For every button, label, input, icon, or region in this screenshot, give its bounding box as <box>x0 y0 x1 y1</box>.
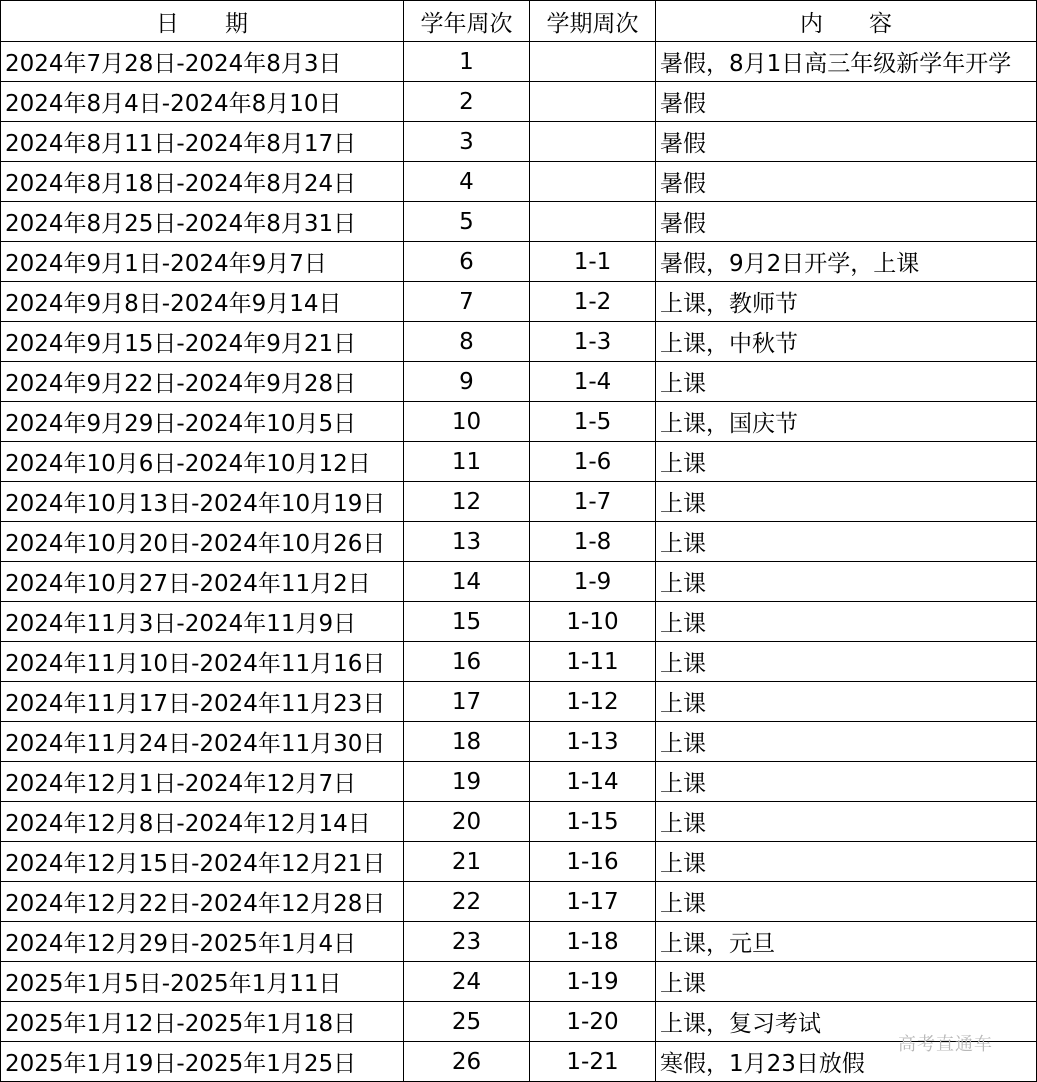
table-row <box>1 282 1037 322</box>
content-cell: 暑假，9月2日开学，上课 <box>656 242 1037 282</box>
year-week-cell: 11 <box>404 442 530 482</box>
date-cell: 2024年7月28日-2024年8月3日 <box>1 42 404 82</box>
date-cell: 2024年10月6日-2024年10月12日 <box>1 442 404 482</box>
year-week-cell: 4 <box>404 162 530 202</box>
table-row <box>1 1042 1037 1082</box>
content-cell: 上课 <box>656 562 1037 602</box>
table-row <box>1 642 1037 682</box>
year-week-cell: 9 <box>404 362 530 402</box>
content-cell: 暑假 <box>656 202 1037 242</box>
content-cell: 上课 <box>656 762 1037 802</box>
date-cell: 2025年1月12日-2025年1月18日 <box>1 1002 404 1042</box>
year-week-cell: 18 <box>404 722 530 762</box>
year-week-cell: 12 <box>404 482 530 522</box>
content-cell: 暑假 <box>656 162 1037 202</box>
term-week-cell <box>530 162 656 202</box>
table-row <box>1 722 1037 762</box>
content-cell: 上课 <box>656 442 1037 482</box>
year-week-cell: 16 <box>404 642 530 682</box>
year-week-cell: 25 <box>404 1002 530 1042</box>
year-week-cell: 20 <box>404 802 530 842</box>
header-date: 日 期 <box>1 1 404 42</box>
table-row <box>1 362 1037 402</box>
term-week-cell: 1-11 <box>530 642 656 682</box>
content-cell: 上课 <box>656 522 1037 562</box>
term-week-cell <box>530 122 656 162</box>
year-week-cell: 22 <box>404 882 530 922</box>
term-week-cell <box>530 42 656 82</box>
header-year-week: 学年周次 <box>404 1 530 42</box>
date-cell: 2024年11月17日-2024年11月23日 <box>1 682 404 722</box>
year-week-cell: 14 <box>404 562 530 602</box>
content-cell: 上课 <box>656 602 1037 642</box>
table-row <box>1 962 1037 1002</box>
year-week-cell: 1 <box>404 42 530 82</box>
table-row <box>1 402 1037 442</box>
year-week-cell: 21 <box>404 842 530 882</box>
date-cell: 2024年8月18日-2024年8月24日 <box>1 162 404 202</box>
table-row <box>1 202 1037 242</box>
content-cell: 上课，教师节 <box>656 282 1037 322</box>
content-cell: 暑假 <box>656 82 1037 122</box>
term-week-cell: 1-17 <box>530 882 656 922</box>
header-row <box>1 1 1037 42</box>
date-cell: 2024年12月22日-2024年12月28日 <box>1 882 404 922</box>
content-cell: 寒假，1月23日放假 <box>656 1042 1037 1082</box>
content-cell: 上课 <box>656 482 1037 522</box>
term-week-cell: 1-15 <box>530 802 656 842</box>
table-row <box>1 82 1037 122</box>
term-week-cell: 1-3 <box>530 322 656 362</box>
table-row <box>1 482 1037 522</box>
term-week-cell: 1-13 <box>530 722 656 762</box>
table-row <box>1 442 1037 482</box>
year-week-cell: 3 <box>404 122 530 162</box>
date-cell: 2024年11月10日-2024年11月16日 <box>1 642 404 682</box>
content-cell: 上课 <box>656 842 1037 882</box>
content-cell: 暑假 <box>656 122 1037 162</box>
year-week-cell: 13 <box>404 522 530 562</box>
term-week-cell <box>530 82 656 122</box>
term-week-cell: 1-5 <box>530 402 656 442</box>
content-cell: 上课 <box>656 802 1037 842</box>
term-week-cell <box>530 202 656 242</box>
date-cell: 2024年12月29日-2025年1月4日 <box>1 922 404 962</box>
content-cell: 上课，国庆节 <box>656 402 1037 442</box>
content-cell: 暑假，8月1日高三年级新学年开学 <box>656 42 1037 82</box>
term-week-cell: 1-4 <box>530 362 656 402</box>
year-week-cell: 23 <box>404 922 530 962</box>
term-week-cell: 1-6 <box>530 442 656 482</box>
term-week-cell: 1-19 <box>530 962 656 1002</box>
table-row <box>1 522 1037 562</box>
table-row <box>1 1002 1037 1042</box>
date-cell: 2024年11月3日-2024年11月9日 <box>1 602 404 642</box>
table-row <box>1 242 1037 282</box>
date-cell: 2025年1月19日-2025年1月25日 <box>1 1042 404 1082</box>
table-row <box>1 882 1037 922</box>
table-row <box>1 602 1037 642</box>
year-week-cell: 8 <box>404 322 530 362</box>
table-row <box>1 42 1037 82</box>
term-week-cell: 1-14 <box>530 762 656 802</box>
term-week-cell: 1-8 <box>530 522 656 562</box>
term-week-cell: 1-20 <box>530 1002 656 1042</box>
date-cell: 2024年8月11日-2024年8月17日 <box>1 122 404 162</box>
table-row <box>1 802 1037 842</box>
term-week-cell: 1-10 <box>530 602 656 642</box>
date-cell: 2025年1月5日-2025年1月11日 <box>1 962 404 1002</box>
term-week-cell: 1-12 <box>530 682 656 722</box>
date-cell: 2024年10月13日-2024年10月19日 <box>1 482 404 522</box>
year-week-cell: 7 <box>404 282 530 322</box>
term-week-cell: 1-21 <box>530 1042 656 1082</box>
year-week-cell: 6 <box>404 242 530 282</box>
year-week-cell: 17 <box>404 682 530 722</box>
content-cell: 上课 <box>656 722 1037 762</box>
table-row <box>1 922 1037 962</box>
term-week-cell: 1-7 <box>530 482 656 522</box>
date-cell: 2024年12月1日-2024年12月7日 <box>1 762 404 802</box>
date-cell: 2024年11月24日-2024年11月30日 <box>1 722 404 762</box>
date-cell: 2024年9月8日-2024年9月14日 <box>1 282 404 322</box>
term-week-cell: 1-2 <box>530 282 656 322</box>
date-cell: 2024年10月20日-2024年10月26日 <box>1 522 404 562</box>
date-cell: 2024年9月22日-2024年9月28日 <box>1 362 404 402</box>
table-row <box>1 682 1037 722</box>
year-week-cell: 5 <box>404 202 530 242</box>
term-week-cell: 1-1 <box>530 242 656 282</box>
date-cell: 2024年10月27日-2024年11月2日 <box>1 562 404 602</box>
date-cell: 2024年9月15日-2024年9月21日 <box>1 322 404 362</box>
content-cell: 上课 <box>656 682 1037 722</box>
table-row <box>1 122 1037 162</box>
date-cell: 2024年9月29日-2024年10月5日 <box>1 402 404 442</box>
date-cell: 2024年8月4日-2024年8月10日 <box>1 82 404 122</box>
year-week-cell: 10 <box>404 402 530 442</box>
content-cell: 上课 <box>656 962 1037 1002</box>
table-row <box>1 322 1037 362</box>
content-cell: 上课 <box>656 882 1037 922</box>
content-cell: 上课 <box>656 642 1037 682</box>
year-week-cell: 2 <box>404 82 530 122</box>
table-row <box>1 562 1037 602</box>
year-week-cell: 19 <box>404 762 530 802</box>
year-week-cell: 24 <box>404 962 530 1002</box>
term-week-cell: 1-16 <box>530 842 656 882</box>
year-week-cell: 26 <box>404 1042 530 1082</box>
table-row <box>1 842 1037 882</box>
header-content: 内 容 <box>656 1 1037 42</box>
watermark-text: 高考直通车 <box>898 1034 993 1055</box>
table-row <box>1 762 1037 802</box>
date-cell: 2024年9月1日-2024年9月7日 <box>1 242 404 282</box>
year-week-cell: 15 <box>404 602 530 642</box>
term-week-cell: 1-18 <box>530 922 656 962</box>
term-week-cell: 1-9 <box>530 562 656 602</box>
date-cell: 2024年8月25日-2024年8月31日 <box>1 202 404 242</box>
table-row <box>1 162 1037 202</box>
content-cell: 上课，复习考试 <box>656 1002 1037 1042</box>
header-term-week: 学期周次 <box>530 1 656 42</box>
date-cell: 2024年12月8日-2024年12月14日 <box>1 802 404 842</box>
content-cell: 上课 <box>656 362 1037 402</box>
content-cell: 上课，中秋节 <box>656 322 1037 362</box>
content-cell: 上课，元旦 <box>656 922 1037 962</box>
date-cell: 2024年12月15日-2024年12月21日 <box>1 842 404 882</box>
